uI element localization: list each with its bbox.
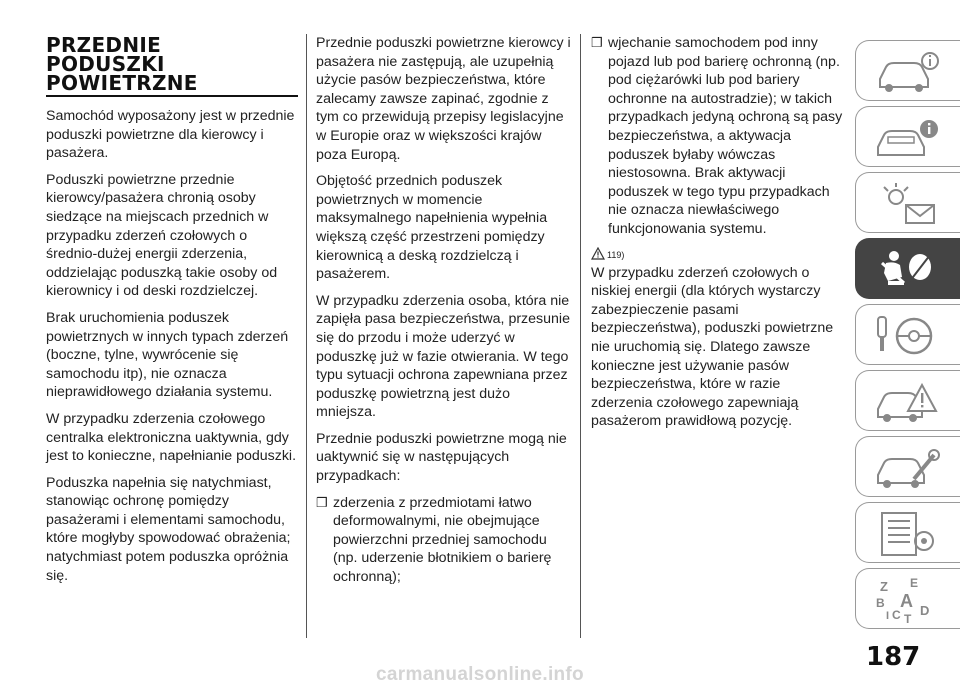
lights-warning-envelope-icon: [874, 181, 944, 227]
alphabetical-index-icon: [874, 577, 944, 623]
title-line-3: POWIETRZNE: [46, 71, 198, 95]
column-3: [591, 34, 843, 439]
paragraph: W przypadku zderzenia czołowego centralka elektroniczna uaktywnia, gdy jest to konieczne, napełnianie poduszki.: [46, 410, 297, 465]
tab-lights-warnings[interactable]: [855, 172, 960, 233]
warning-ref-number: 119): [607, 249, 625, 260]
tab-car-info[interactable]: [855, 40, 960, 101]
paragraph: Objętość przednich poduszek powietrznych w momencie maksymalnego napełnienia wypełnia większą część przestrzeni pomiędzy kierownicą a deską rozdzielczą i pasażerem.: [316, 173, 548, 283]
chapter-sidebar: [855, 40, 960, 634]
seatbelt-airbag-icon: [874, 247, 944, 293]
tab-technical-data[interactable]: [855, 502, 960, 563]
title-underline: [46, 95, 298, 97]
car-wrench-icon: [874, 445, 944, 491]
index-letter: I: [886, 610, 890, 622]
checkbox-bullet-icon: ❒: [316, 494, 328, 510]
paragraph: Poduszka napełnia się natychmiast, stanowiąc ochronę pomiędzy pasażerami i elementami samochodu, które mogłyby spowodować obrażenia; natychmiast potem poduszka opróżnia się.: [46, 474, 291, 584]
index-letter: T: [904, 612, 912, 623]
watermark: carmanualsonline.info: [376, 664, 584, 685]
tab-servicing[interactable]: [855, 436, 960, 497]
car-warning-triangle-icon: [874, 379, 944, 425]
bullet-item: [316, 494, 572, 587]
tab-index[interactable]: [855, 568, 960, 629]
warning-reference: [591, 247, 843, 260]
tab-starting-driving[interactable]: [855, 304, 960, 365]
paragraph: W przypadku zderzenia osoba, która nie zapięła pasa bezpieczeństwa, przesunie się do przodu i może uderzyć w poduszkę już w fazie otwierania. W tego typu sytuacji ochrona zapewniana przez poduszkę powietrzną jest dużo mniejsza.: [316, 292, 570, 421]
column-1: [46, 33, 298, 593]
tab-safety[interactable]: [855, 238, 960, 299]
steering-wheel-key-icon: [874, 313, 944, 359]
bullet-text: wjechanie samochodem pod inny pojazd lub pod barierę ochronną (np. pod ciężarówki lub pod bariery ochronne na autostradzie); w takich przypadkach jedyną ochroną są pasy bezpieczeństwa, a aktywacja poduszek byłaby wówczas niestosowna. Brak aktywacji poduszek w tego typu przypadkach nie oznacza niewłaściwego funkcjonowania systemu.: [608, 35, 843, 237]
index-letter: D: [920, 603, 930, 618]
index-letter: A: [900, 591, 913, 611]
index-letter: C: [892, 608, 901, 622]
bullet-text: zderzenia z przedmiotami łatwo deformowalnymi, nie obejmujące powierzchni przedniej samochodu (np. uderzenie błotnikiem o barierę ochronną);: [333, 494, 552, 586]
checkbox-bullet-icon: ❒: [591, 35, 603, 50]
car-info-icon: [874, 49, 944, 95]
title-line-1: PRZEDNIE: [46, 33, 162, 57]
car-dashboard-info-icon: [874, 115, 944, 161]
paragraph: Samochód wyposażony jest w przednie poduszki powietrzne dla kierowcy i pasażera.: [46, 108, 295, 162]
paragraph: Przednie poduszki powietrzne kierowcy i pasażera nie zastępują, ale uzupełnią użycie pasów bezpieczeństwa, które zalecamy zawsze zapinać, zgodnie z tym co przewidują przepisy legislacyjne w Europie oraz w większości krajów poza Europą.: [316, 35, 571, 163]
column-divider: [580, 34, 581, 638]
column-2: [316, 34, 572, 595]
paragraph: Poduszki powietrzne przednie kierowcy/pasażera chronią osoby siedzące na miejscach przednich w przypadku zderzeń czołowych o średnio-dużej energii zderzenia, oddzielając poduszką takie osoby od kierownicy i od deski rozdzielczej.: [46, 171, 278, 300]
page-number: 187: [866, 642, 921, 672]
column-divider: [306, 34, 307, 638]
title-line-2: PODUSZKI: [46, 52, 165, 76]
index-letter: E: [910, 577, 919, 590]
paragraph: Przednie poduszki powietrzne mogą nie uaktywnić się w następujących przypadkach:: [316, 430, 567, 485]
bullet-item: [591, 34, 843, 239]
paragraph: W przypadku zderzeń czołowych o niskiej energii (dla których wystarczy zabezpieczenie pasami bezpieczeństwa), poduszki powietrzne nie uruchomią się. Dlatego zawsze konieczne jest używanie pasów bezpieczeństwa, które w razie zderzenia czołowego zapewniają pasażerom prawidłową pozycję.: [591, 264, 834, 430]
index-letter: Z: [880, 579, 888, 594]
tab-dashboard-info[interactable]: [855, 106, 960, 167]
tab-emergency[interactable]: [855, 370, 960, 431]
index-letter: B: [876, 596, 885, 610]
warning-triangle-icon: [591, 247, 605, 260]
section-title: [46, 33, 298, 95]
technical-data-list-icon: [874, 511, 944, 557]
paragraph: Brak uruchomienia poduszek powietrznych w innych typach zderzeń (boczne, tylne, wywrócenie się samochodu itp), nie oznacza nieprawidłowego działania systemu.: [46, 309, 289, 401]
